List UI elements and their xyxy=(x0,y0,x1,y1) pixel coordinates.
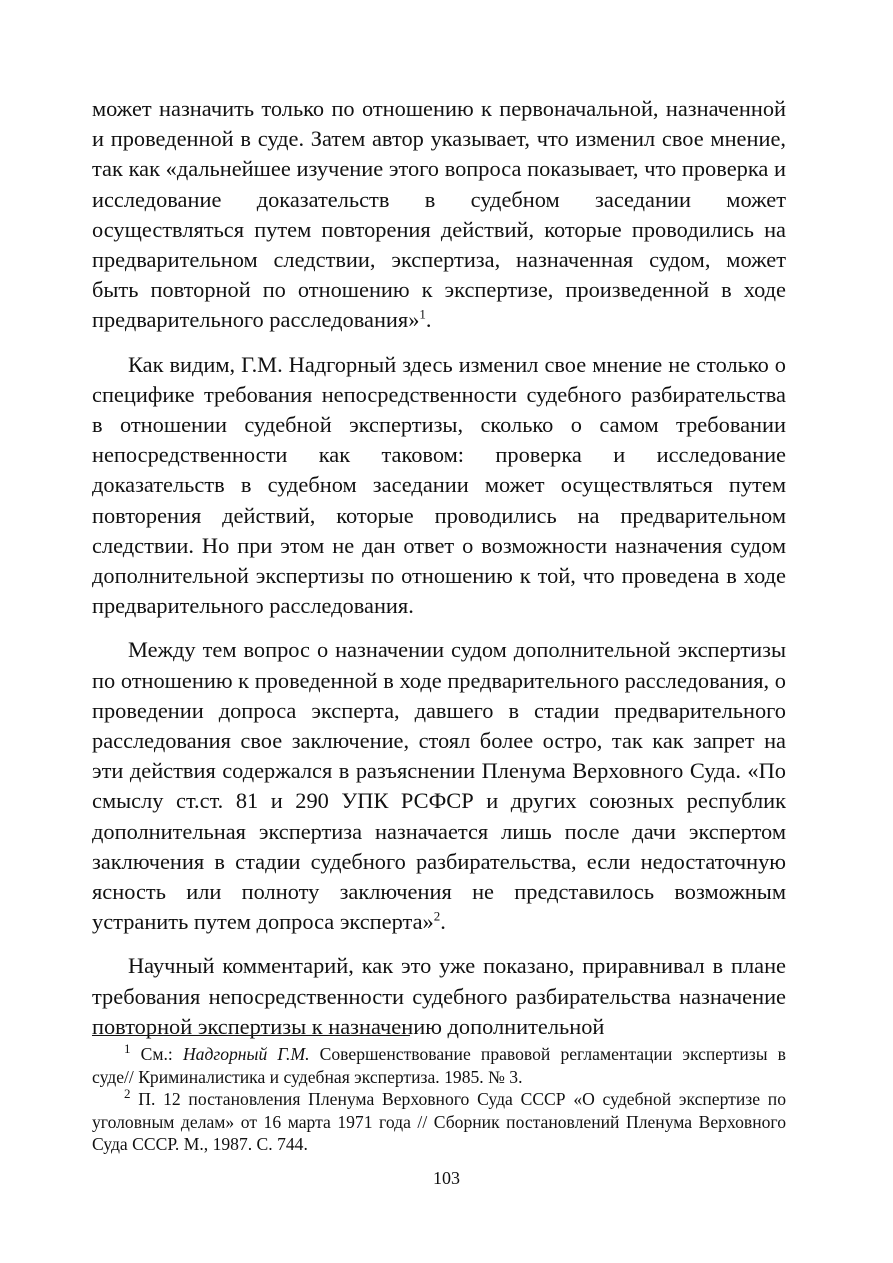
paragraph-1-end: . xyxy=(425,307,432,333)
paragraph-4 xyxy=(92,951,786,1042)
paragraph-1-text: может назначить только по отношению к первоначальной, назначенной и проведенной в суде. Затем автор указывает, что изменил свое мнение, так как «дальнейшее изучение этого вопроса показывает, что проверка и исследование доказательств в судебном заседании может осуществляться путем повторения действий, которые проводились на предварительном следствии, экспертиза, назначенная судом, может быть повторной по отношению к экспертизе, произведенной в ходе предварительного расследования» xyxy=(92,96,786,333)
footnote-ref-1: 1 xyxy=(419,306,426,322)
footnote-1-mark: 1 xyxy=(124,1041,131,1057)
footnote-1 xyxy=(92,1043,786,1088)
main-text xyxy=(92,94,786,1056)
footnote-divider xyxy=(92,1035,410,1036)
paragraph-4-text: Научный комментарий, как это уже показано, приравнивал в плане требования непосредственности судебного разбирательства назначение повторной экспертизы к назначению дополнительной xyxy=(92,953,786,1039)
paragraph-1 xyxy=(92,94,786,336)
footnote-2 xyxy=(92,1088,786,1156)
paragraph-2 xyxy=(92,350,786,622)
footnote-1-text: Совершенствование правовой регламентации экспертизы в суде// Криминалистика и судебная экспертиза. 1985. № 3. xyxy=(92,1044,786,1087)
footnote-1-author: Надгорный Г.М. xyxy=(182,1044,310,1064)
paragraph-3-text: Между тем вопрос о назначении судом дополнительной экспертизы по отношению к проведенной в ходе предварительного расследования, о проведении допроса эксперта, давшего в стадии предварительного расследования свое заключение, стоял более остро, так как запрет на эти действия содержался в разъяснении Пленума Верховного Суда. «По смыслу ст.ст. 81 и 290 УПК РСФСР и других союзных республик дополнительная экспертиза назначается лишь после дачи экспертом заключения в стадии судебного разбирательства, если недостаточную ясность или полноту заключения не представилось возможным устранить путем допроса эксперта» xyxy=(92,637,786,935)
footnote-1-prefix: См.: xyxy=(140,1044,183,1064)
footnotes xyxy=(92,1043,786,1156)
footnote-2-mark: 2 xyxy=(124,1086,131,1102)
footnote-2-text: П. 12 постановления Пленума Верховного Суда СССР «О судебной экспертизе по уголовным делам» от 16 марта 1971 года // Сборник постановлений Пленума Верховного Суда СССР. М., 1987. С. 744. xyxy=(92,1089,786,1154)
footnote-ref-2: 2 xyxy=(433,908,441,924)
paragraph-3 xyxy=(92,635,786,937)
paragraph-3-end: . xyxy=(440,909,446,935)
page-number: 103 xyxy=(433,1168,460,1188)
paragraph-2-text: Как видим, Г.М. Надгорный здесь изменил свое мнение не столько о специфике требования непосредственности судебного разбирательства в отношении судебной экспертизы, сколько о самом требовании непосредственности как таковом: проверка и исследование доказательств в судебном заседании может осуществляться путем повторения действий, которые проводились на предварительном следствии. Но при этом не дан ответ о возможности назначения судом дополнительной экспертизы по отношению к той, что проведена в ходе предварительного расследования. xyxy=(92,351,786,619)
